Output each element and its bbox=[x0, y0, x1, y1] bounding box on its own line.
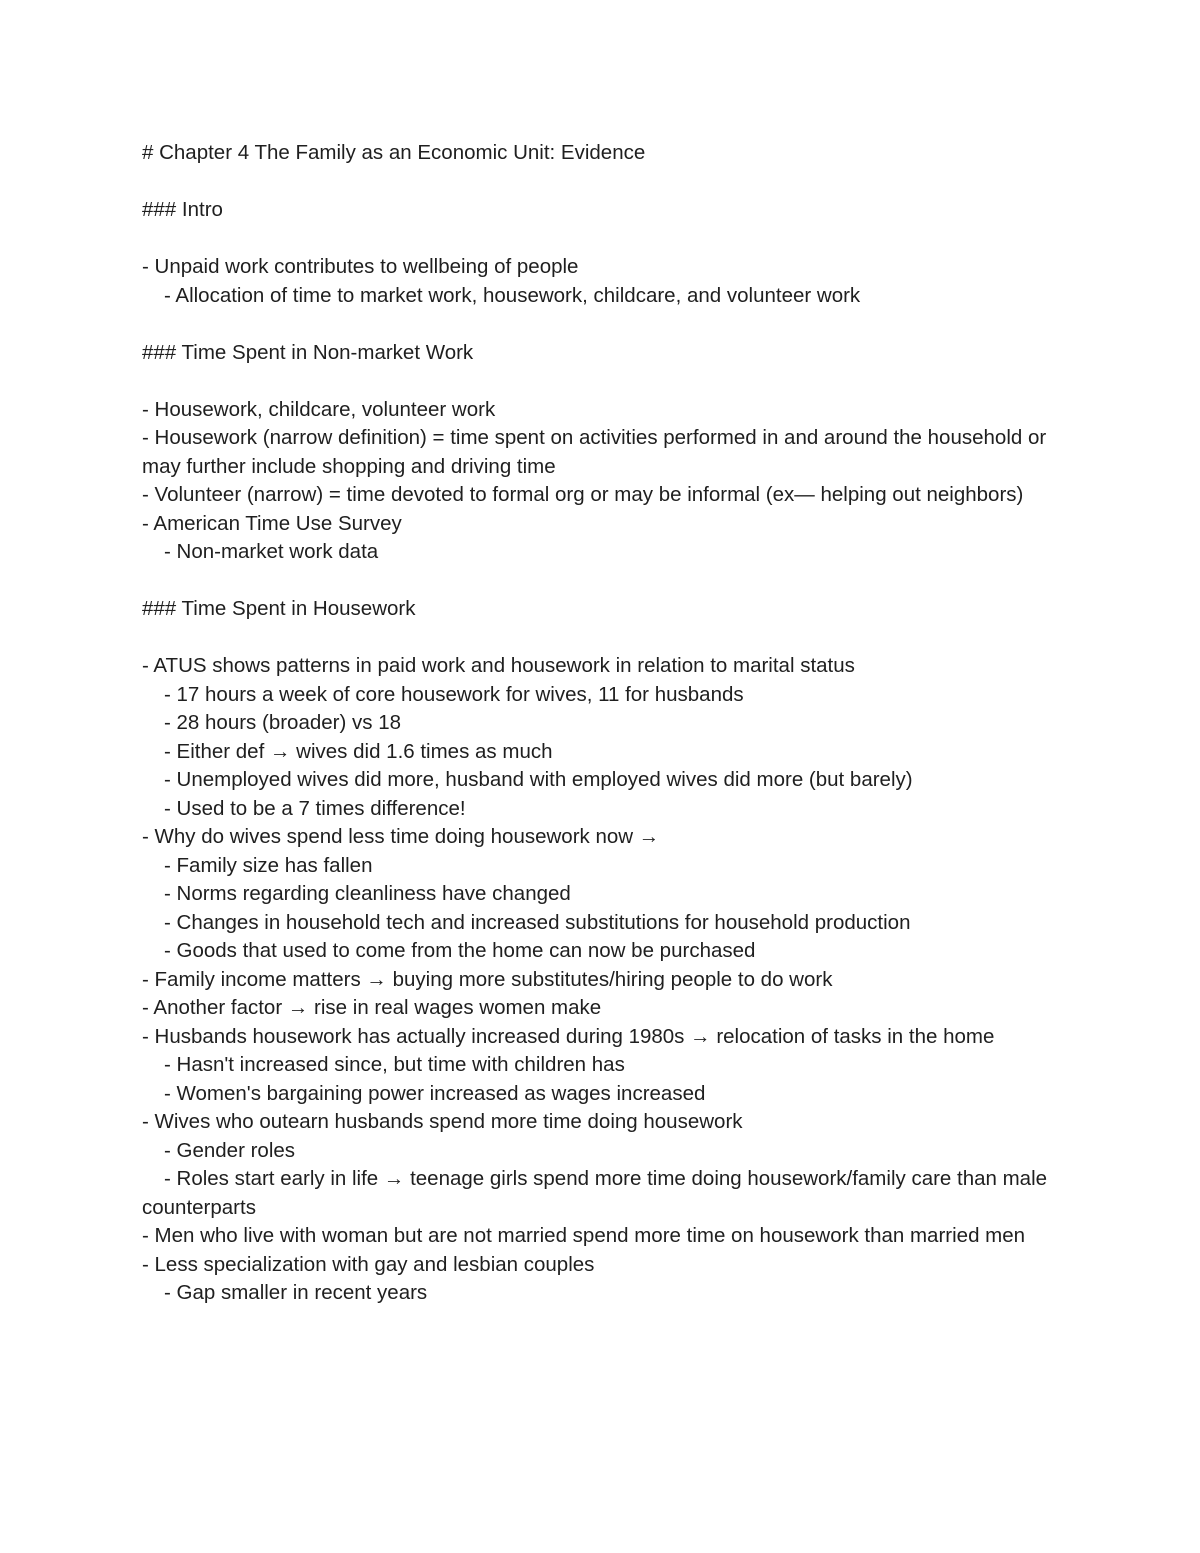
list-item: - Roles start early in life → teenage girls spend more time doing housework/family care than male counterparts bbox=[142, 1167, 1048, 1219]
list-item: - American Time Use Survey bbox=[142, 511, 402, 535]
document-page bbox=[142, 139, 1057, 1308]
list-item: - Goods that used to come from the home can now be purchased bbox=[164, 939, 756, 962]
spacer bbox=[142, 310, 1057, 339]
list-item: - Allocation of time to market work, housework, childcare, and volunteer work bbox=[164, 283, 861, 307]
list-item: - Another factor → rise in real wages women make bbox=[142, 996, 602, 1019]
list-item: - Changes in household tech and increased substitutions for household production bbox=[164, 910, 911, 934]
spacer bbox=[142, 624, 1057, 653]
list-item: - Family income matters → buying more substitutes/hiring people to do work bbox=[142, 967, 833, 991]
list-item: - Men who live with woman but are not married spend more time on housework than married men bbox=[142, 1224, 1026, 1247]
spacer bbox=[142, 168, 1057, 197]
spacer bbox=[142, 367, 1057, 396]
list-item: - Used to be a 7 times difference! bbox=[164, 796, 466, 820]
spacer bbox=[142, 567, 1057, 596]
list-item: - Gap smaller in recent years bbox=[164, 1281, 428, 1304]
section-heading: ### Time Spent in Housework bbox=[142, 597, 416, 620]
list-item: - Women's bargaining power increased as wages increased bbox=[164, 1081, 706, 1105]
list-item: - Housework, childcare, volunteer work bbox=[142, 397, 496, 421]
section-heading: ### Intro bbox=[142, 198, 223, 221]
list-item: - Gender roles bbox=[164, 1138, 296, 1162]
list-item: - Either def → wives did 1.6 times as much bbox=[164, 739, 553, 763]
list-item: - Less specialization with gay and lesbian couples bbox=[142, 1252, 595, 1276]
list-item: - Wives who outearn husbands spend more time doing housework bbox=[142, 1110, 743, 1133]
list-item: - ATUS shows patterns in paid work and housework in relation to marital status bbox=[142, 654, 855, 677]
section-heading: ### Time Spent in Non-market Work bbox=[142, 340, 474, 364]
spacer bbox=[142, 225, 1057, 254]
list-item: - Husbands housework has actually increased during 1980s → relocation of tasks in the home bbox=[142, 1024, 995, 1048]
list-item: - Unemployed wives did more, husband with employed wives did more (but barely) bbox=[164, 768, 913, 791]
list-item: - Why do wives spend less time doing housework now → bbox=[142, 825, 660, 848]
list-item: - Volunteer (narrow) = time devoted to formal org or may be informal (ex— helping out neighbors) bbox=[142, 483, 1024, 506]
list-item: - Family size has fallen bbox=[164, 853, 373, 877]
list-item: - Non-market work data bbox=[164, 540, 379, 563]
list-item: - Norms regarding cleanliness have changed bbox=[164, 882, 571, 905]
list-item: - Unpaid work contributes to wellbeing of people bbox=[142, 255, 579, 278]
list-item: - 17 hours a week of core housework for wives, 11 for husbands bbox=[164, 682, 744, 706]
list-item: - 28 hours (broader) vs 18 bbox=[164, 711, 402, 734]
list-item: - Housework (narrow definition) = time spent on activities performed in and around the household or may further include shopping and driving time bbox=[142, 426, 1047, 478]
document-body bbox=[142, 196, 1057, 1308]
list-item: - Hasn't increased since, but time with children has bbox=[164, 1053, 625, 1076]
document-title: # Chapter 4 The Family as an Economic Unit: Evidence bbox=[142, 141, 646, 164]
